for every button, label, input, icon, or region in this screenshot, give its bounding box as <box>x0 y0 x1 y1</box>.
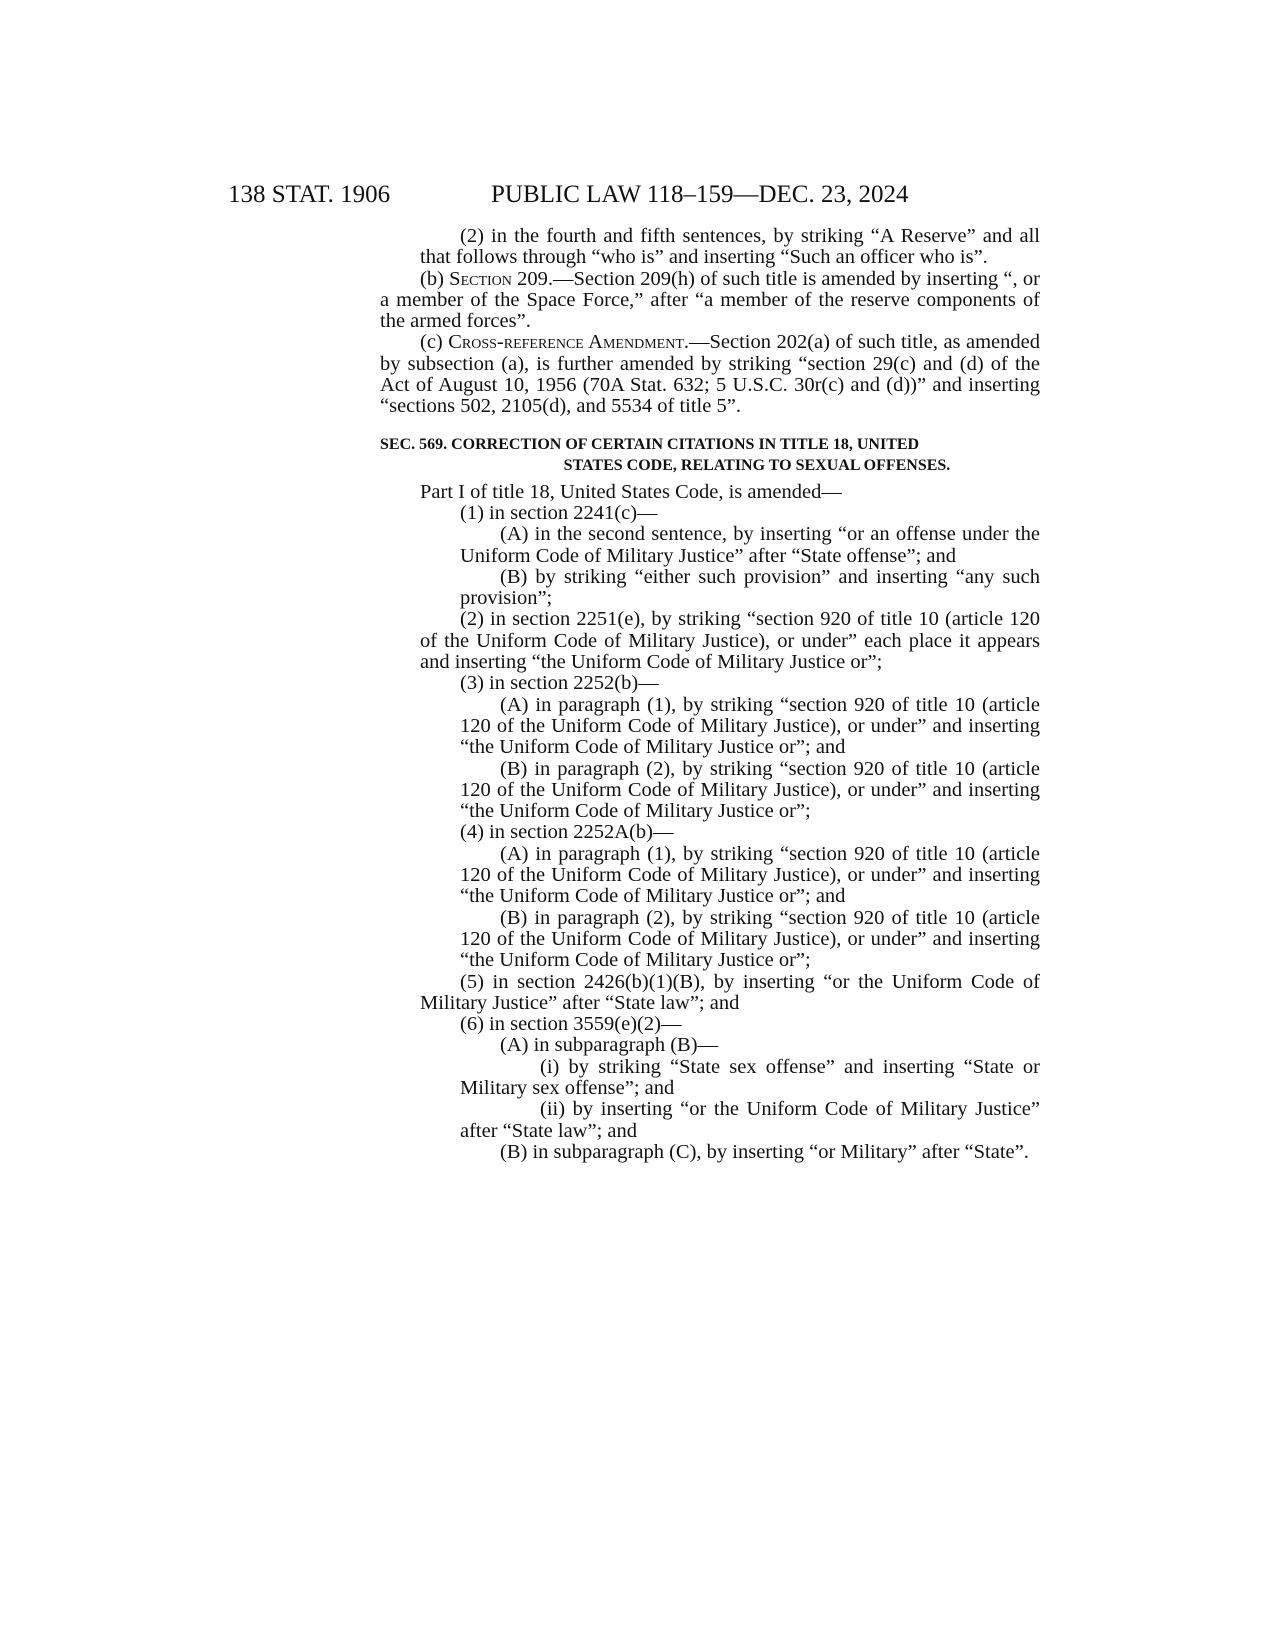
paragraph-c <box>380 332 1040 417</box>
list-item: (A) in paragraph (1), by striking “section 920 of title 10 (article 120 of the Uniform Code of Military Justice), or under” and inserting “the Uniform Code of Military Justice or”; and <box>460 693 1040 759</box>
section-heading-line2: STATES CODE, RELATING TO SEXUAL OFFENSES. <box>563 456 951 474</box>
section-heading-line1: SEC. 569. CORRECTION OF CERTAIN CITATIONS IN TITLE 18, UNITED <box>380 435 920 453</box>
list-item: (5) in section 2426(b)(1)(B), by inserting “or the Uniform Code of Military Justice” after “State law”; and <box>420 970 1040 1014</box>
list-item: (4) in section 2252A(b)— <box>460 821 674 844</box>
paragraph-a2: (2) in the fourth and fifth sentences, by striking “A Reserve” and all that follows through “who is” and inserting “Such an officer who is”. <box>420 225 1040 269</box>
paragraph-heading: Section 209. <box>449 267 554 290</box>
running-title: PUBLIC LAW 118–159—DEC. 23, 2024 <box>491 181 909 208</box>
list-item: (ii) by inserting “or the Uniform Code of Military Justice” after “State law”; and <box>460 1098 1040 1142</box>
list-item: (6) in section 3559(e)(2)— <box>460 1013 682 1036</box>
section-intro: Part I of title 18, United States Code, is amended— <box>420 480 842 503</box>
list-item: (B) in paragraph (2), by striking “section 920 of title 10 (article 120 of the Uniform Code of Military Justice), or under” and inserting “the Uniform Code of Military Justice or”; <box>460 906 1040 972</box>
paragraph-text: —Section 202(a) of such title, as amended by subsection (a), is further amended by striking “section 29(c) and (d) of the Act of August 10, 1956 (70A Stat. 632; 5 U.S.C. 30r(c) and (d))” and inserting “sections 502, 2105(d), and 5534 of title 5”. <box>380 331 1040 418</box>
section-heading <box>380 434 1040 476</box>
list-item: (2) in section 2251(e), by striking “section 920 of title 10 (article 120 of the Uniform Code of Military Justice), or under” each place it appears and inserting “the Uniform Code of Military Justice or”; <box>420 608 1040 674</box>
paragraph-text: —Section 209(h) of such title is amended by inserting “, or a member of the Space Force,” after “a member of the reserve components of the armed forces”. <box>380 267 1040 333</box>
list-item: (1) in section 2241(c)— <box>460 501 658 524</box>
list-item: (B) in subparagraph (C), by inserting “or Military” after “State”. <box>500 1140 1029 1163</box>
document-body <box>380 226 1040 1163</box>
list-item: (3) in section 2252(b)— <box>460 672 659 695</box>
list-item: (B) in paragraph (2), by striking “section 920 of title 10 (article 120 of the Uniform Code of Military Justice), or under” and inserting “the Uniform Code of Military Justice or”; <box>460 757 1040 823</box>
paragraph-b <box>380 269 1040 333</box>
paragraph-label: (c) <box>420 331 449 354</box>
paragraph-heading: Cross-reference Amendment. <box>448 331 689 354</box>
list-item: (A) in subparagraph (B)— <box>500 1034 719 1057</box>
list-item: (i) by striking “State sex offense” and inserting “State or Military sex offense”; and <box>460 1055 1040 1099</box>
page-number: 138 STAT. 1906 <box>228 181 391 208</box>
paragraph-label: (b) <box>420 267 450 290</box>
list-item: (B) by striking “either such provision” and inserting “any such provision”; <box>460 565 1040 610</box>
list-item: (A) in the second sentence, by inserting “or an offense under the Uniform Code of Military Justice” after “State offense”; and <box>460 523 1040 567</box>
list-item: (A) in paragraph (1), by striking “section 920 of title 10 (article 120 of the Uniform Code of Military Justice), or under” and inserting “the Uniform Code of Military Justice or”; and <box>460 842 1040 908</box>
running-header <box>228 178 1048 212</box>
